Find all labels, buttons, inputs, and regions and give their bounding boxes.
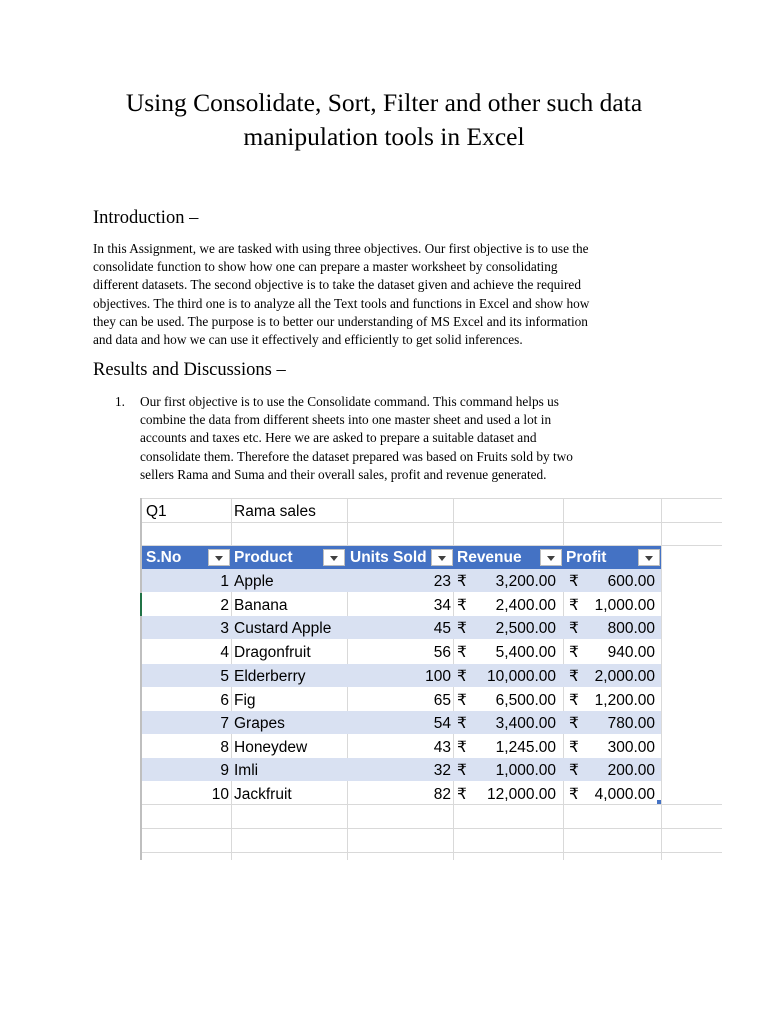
cell-units[interactable]: 56 [433, 644, 451, 661]
sheet-q-label: Q1 [146, 503, 167, 520]
cell-revenue[interactable] [457, 617, 556, 640]
cell-sno[interactable]: 4 [220, 644, 229, 661]
currency-symbol: ₹ [569, 620, 579, 637]
currency-symbol: ₹ [569, 762, 579, 779]
paragraph-line: and data and how we can use it effectively and efficiently to get solid inferences. [93, 332, 523, 348]
cell-profit[interactable] [569, 712, 655, 735]
introduction-heading: Introduction – [93, 208, 199, 228]
cell-product[interactable]: Grapes [234, 715, 285, 732]
cell-product[interactable]: Apple [234, 573, 274, 590]
cell-revenue[interactable] [457, 594, 556, 617]
cell-sno[interactable]: 9 [220, 762, 229, 779]
cell-product[interactable]: Imli [234, 762, 259, 779]
cell-product[interactable]: Dragonfruit [234, 644, 311, 661]
currency-symbol: ₹ [457, 786, 467, 803]
cell-sno[interactable]: 7 [220, 715, 229, 732]
cell-profit[interactable] [569, 594, 655, 617]
currency-symbol: ₹ [569, 715, 579, 732]
cell-revenue[interactable] [457, 570, 556, 593]
cell-product[interactable]: Elderberry [234, 668, 306, 685]
cell-sno[interactable]: 3 [220, 620, 229, 637]
revenue-amount: 12,000.00 [487, 786, 556, 803]
cell-sno[interactable]: 8 [220, 739, 229, 756]
cell-units[interactable]: 32 [433, 762, 451, 779]
cell-sno[interactable]: 6 [220, 692, 229, 709]
currency-symbol: ₹ [569, 668, 579, 685]
currency-symbol: ₹ [457, 644, 467, 661]
filter-dropdown-units-sold[interactable] [431, 549, 453, 566]
cell-units[interactable]: 54 [433, 715, 451, 732]
revenue-amount: 3,400.00 [495, 715, 556, 732]
list-line: accounts and taxes etc. Here we are asked to prepare a suitable dataset and [140, 430, 537, 446]
list-line: consolidate them. Therefore the dataset prepared was based on Fruits sold by two [140, 448, 573, 464]
currency-symbol: ₹ [569, 739, 579, 756]
revenue-amount: 1,000.00 [495, 762, 556, 779]
currency-symbol: ₹ [569, 692, 579, 709]
currency-symbol: ₹ [569, 786, 579, 803]
cell-units[interactable]: 34 [433, 597, 451, 614]
header-revenue: Revenue [457, 549, 522, 566]
cell-profit[interactable] [569, 641, 655, 664]
profit-amount: 4,000.00 [594, 786, 655, 803]
cell-sno[interactable]: 1 [220, 573, 229, 590]
cell-sno[interactable]: 5 [220, 668, 229, 685]
header-profit: Profit [566, 549, 607, 566]
cell-revenue[interactable] [457, 665, 556, 688]
header-sno: S.No [146, 549, 182, 566]
profit-amount: 200.00 [607, 762, 655, 779]
cell-revenue[interactable] [457, 689, 556, 712]
list-line: combine the data from different sheets into one master sheet and used a lot in [140, 412, 552, 428]
document-title-line-2: manipulation tools in Excel [243, 122, 525, 151]
currency-symbol: ₹ [457, 692, 467, 709]
cell-revenue[interactable] [457, 759, 556, 782]
cell-profit[interactable] [569, 665, 655, 688]
cell-product[interactable]: Honeydew [234, 739, 308, 756]
revenue-amount: 2,500.00 [495, 620, 556, 637]
paragraph-line: they can be used. The purpose is to better our understanding of MS Excel and its information [93, 313, 588, 329]
profit-amount: 1,200.00 [594, 692, 655, 709]
cell-profit[interactable] [569, 759, 655, 782]
profit-amount: 600.00 [607, 573, 655, 590]
currency-symbol: ₹ [457, 762, 467, 779]
filter-dropdown-sno[interactable] [208, 549, 230, 566]
list-line: Our first objective is to use the Consolidate command. This command helps us [140, 394, 559, 409]
cell-units[interactable]: 23 [433, 573, 451, 590]
currency-symbol: ₹ [569, 644, 579, 661]
currency-symbol: ₹ [457, 739, 467, 756]
profit-amount: 940.00 [607, 644, 655, 661]
currency-symbol: ₹ [457, 597, 467, 614]
cell-sno[interactable]: 10 [211, 786, 229, 803]
results-heading: Results and Discussions – [93, 360, 286, 380]
cell-profit[interactable] [569, 617, 655, 640]
currency-symbol: ₹ [457, 715, 467, 732]
revenue-amount: 1,245.00 [495, 739, 556, 756]
list-item-number: 1. [115, 394, 125, 409]
table-resize-handle[interactable] [657, 800, 661, 804]
profit-amount: 1,000.00 [594, 597, 655, 614]
filter-dropdown-profit[interactable] [638, 549, 660, 566]
currency-symbol: ₹ [457, 573, 467, 590]
profit-amount: 2,000.00 [594, 668, 655, 685]
cell-revenue[interactable] [457, 783, 556, 806]
profit-amount: 780.00 [607, 715, 655, 732]
cell-units[interactable]: 100 [425, 668, 451, 685]
profit-amount: 800.00 [607, 620, 655, 637]
cell-profit[interactable] [569, 689, 655, 712]
filter-dropdown-revenue[interactable] [540, 549, 562, 566]
cell-units[interactable]: 65 [433, 692, 451, 709]
cell-product[interactable]: Custard Apple [234, 620, 332, 637]
revenue-amount: 2,400.00 [495, 597, 556, 614]
list-line: sellers Rama and Suma and their overall sales, profit and revenue generated. [140, 466, 547, 482]
paragraph-line: different datasets. The second objective is to take the dataset given and achieve the required [93, 277, 581, 293]
currency-symbol: ₹ [457, 620, 467, 637]
cell-revenue[interactable] [457, 712, 556, 735]
cell-product[interactable]: Jackfruit [234, 786, 292, 803]
filter-dropdown-product[interactable] [323, 549, 345, 566]
cell-revenue[interactable] [457, 641, 556, 664]
profit-amount: 300.00 [607, 739, 655, 756]
cell-product[interactable]: Fig [234, 692, 256, 709]
header-units-sold: Units Sold [350, 549, 427, 566]
cell-product[interactable]: Banana [234, 597, 288, 614]
paragraph-line: consolidate function to show how one can prepare a master worksheet by consolidating [93, 259, 558, 275]
cell-sno[interactable]: 2 [220, 597, 229, 614]
document-title-line-1: Using Consolidate, Sort, Filter and other such data [125, 88, 643, 117]
row-selection-indicator [140, 593, 142, 616]
revenue-amount: 6,500.00 [495, 692, 556, 709]
currency-symbol: ₹ [569, 573, 579, 590]
paragraph-line: objectives. The third one is to analyze all the Text tools and functions in Excel and show how [93, 295, 590, 311]
currency-symbol: ₹ [569, 597, 579, 614]
cell-units[interactable]: 43 [433, 739, 451, 756]
cell-units[interactable]: 82 [433, 786, 451, 803]
cell-revenue[interactable] [457, 736, 556, 759]
revenue-amount: 3,200.00 [495, 573, 556, 590]
cell-units[interactable]: 45 [433, 620, 451, 637]
revenue-amount: 5,400.00 [495, 644, 556, 661]
header-product: Product [234, 549, 293, 566]
cell-profit[interactable] [569, 570, 655, 593]
revenue-amount: 10,000.00 [487, 668, 556, 685]
currency-symbol: ₹ [457, 668, 467, 685]
sheet-title: Rama sales [234, 503, 316, 520]
paragraph-line: In this Assignment, we are tasked with using three objectives. Our first objective is to use the [93, 241, 589, 256]
cell-profit[interactable] [569, 736, 655, 759]
cell-profit[interactable] [569, 783, 655, 806]
